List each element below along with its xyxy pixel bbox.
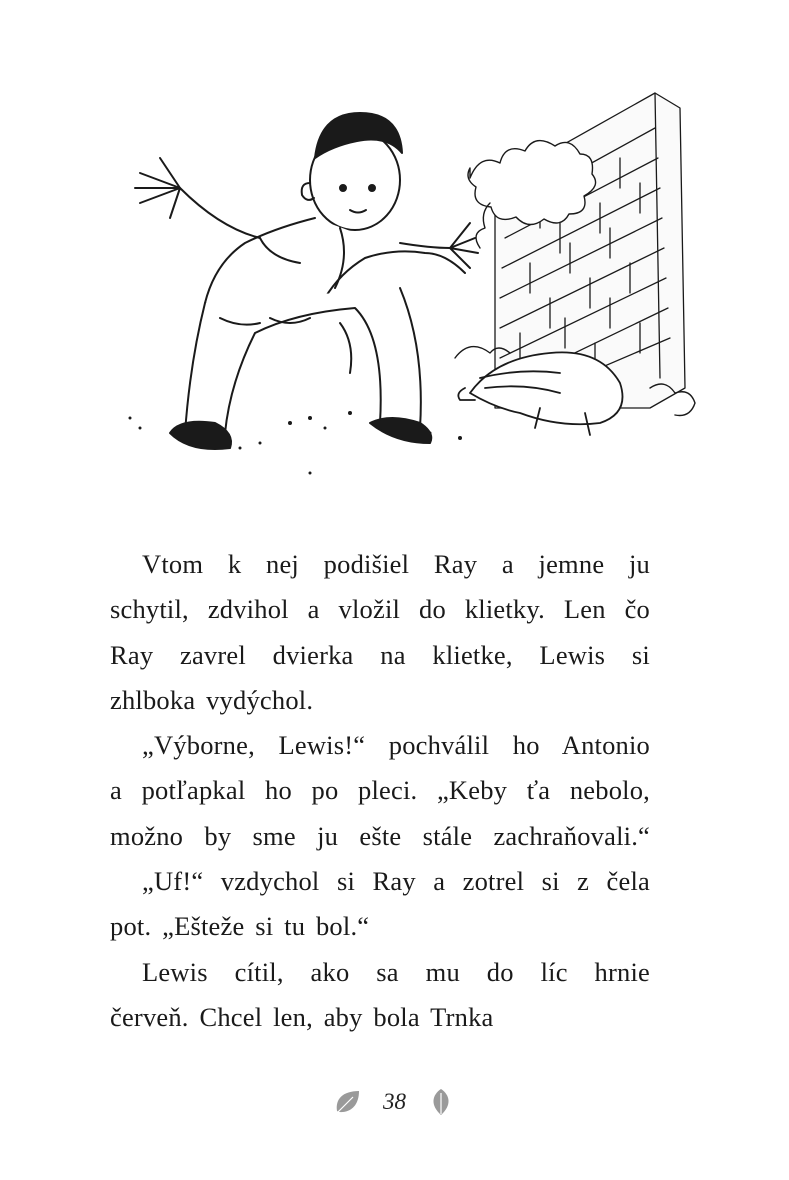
- leaf-icon: [426, 1087, 456, 1117]
- text-line: „Výborne, Lewis!“ pochválil ho Antonio: [142, 730, 650, 761]
- text-line: „Uf!“ vzdychol si Ray a zotrel si z čela: [142, 866, 650, 897]
- leaf-icon: [333, 1087, 363, 1117]
- text-line: možno by sme ju ešte stále zachraňovali.“: [110, 820, 650, 851]
- boy-catching-badger-illustration: [110, 88, 710, 488]
- text-line: Lewis cítil, ako sa mu do líc hrnie: [142, 956, 650, 987]
- badger: [458, 352, 622, 435]
- text-line: zhlboka vydýchol.: [110, 684, 314, 715]
- story-text: [110, 542, 650, 1040]
- text-line: a potľapkal ho po pleci. „Keby ťa nebolo,: [110, 775, 650, 806]
- text-line: Vtom k nej podišiel Ray a jemne ju: [142, 549, 650, 579]
- boy-figure: [135, 113, 478, 449]
- page-footer: [0, 1082, 789, 1122]
- page-number: 38: [383, 1089, 406, 1114]
- text-line: Ray zavrel dvierka na klietke, Lewis si: [110, 639, 650, 670]
- text-line: červeň. Chcel len, aby bola Trnka: [110, 1001, 494, 1032]
- text-line: schytil, zdvihol a vložil do klietky. Len čo: [110, 594, 650, 625]
- text-line: pot. „Ešteže si tu bol.“: [110, 911, 370, 942]
